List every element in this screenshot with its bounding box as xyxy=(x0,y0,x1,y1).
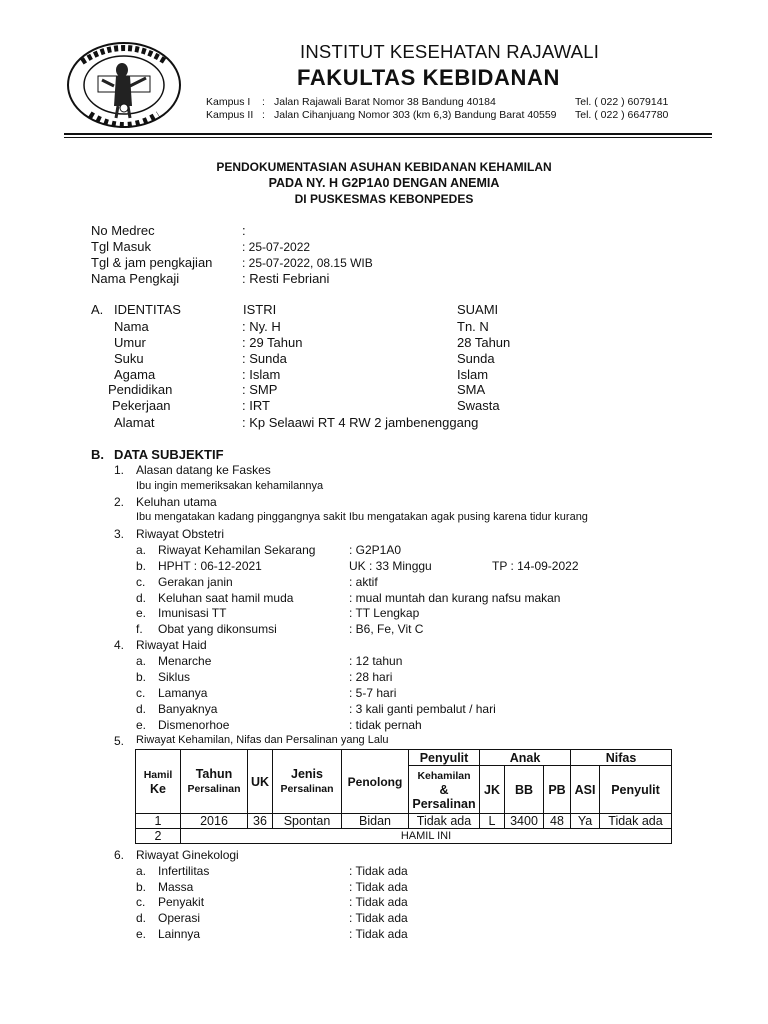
sub-value: : Tidak ada xyxy=(349,911,408,925)
header-tahun-sub: Persalinan xyxy=(187,783,241,795)
header-divider xyxy=(64,133,712,135)
column-suami: SUAMI xyxy=(457,302,499,317)
sub-label: Gerakan janin xyxy=(158,575,233,589)
identity-istri: : IRT xyxy=(242,398,270,413)
sub-value: : 12 tahun xyxy=(349,654,403,668)
sub-value: : 5-7 hari xyxy=(349,686,397,700)
doc-title-line1: PENDOKUMENTASIAN ASUHAN KEBIDANAN KEHAMILAN xyxy=(216,160,552,174)
cell-ke: 2 xyxy=(136,829,181,844)
identity-istri: : Islam xyxy=(242,367,281,382)
item-number: 3. xyxy=(114,527,125,541)
sub-value: : 3 kali ganti pembalut / hari xyxy=(349,702,496,716)
sub-letter: e. xyxy=(136,606,147,620)
sub-letter: f. xyxy=(136,622,143,636)
section-b-heading: DATA SUBJEKTIF xyxy=(114,447,224,462)
header-asi: ASI xyxy=(571,766,600,814)
sub-letter: c. xyxy=(136,575,146,589)
sub-letter: e. xyxy=(136,718,147,732)
header-penyulit-persalinan: Persalinan xyxy=(412,797,476,811)
sub-value: : Tidak ada xyxy=(349,864,408,878)
campus2-address: Jalan Cihanjuang Nomor 303 (km 6,3) Bandung Barat 40559 xyxy=(274,109,557,121)
campus1-separator: : xyxy=(262,96,265,108)
item-number: 4. xyxy=(114,638,125,652)
sub-letter: d. xyxy=(136,591,147,605)
identity-suami: Islam xyxy=(457,367,489,382)
sub-letter: c. xyxy=(136,686,146,700)
campus2-phone: Tel. ( 022 ) 6647780 xyxy=(575,109,669,121)
identity-suami: Swasta xyxy=(457,398,500,413)
doc-title-line2: PADA NY. H G2P1A0 DENGAN ANEMIA xyxy=(268,176,500,190)
header-penyulit: Penyulit xyxy=(409,750,480,766)
institution-logo xyxy=(60,40,192,130)
identity-suami: Sunda xyxy=(457,351,495,366)
cell-uk: 36 xyxy=(248,814,273,829)
identity-label: Agama xyxy=(114,367,156,382)
sub-label: Lainnya xyxy=(158,927,201,941)
item-heading: Keluhan utama xyxy=(136,495,217,509)
sub-letter: e. xyxy=(136,927,147,941)
column-istri: ISTRI xyxy=(243,302,277,317)
identity-suami: Tn. N xyxy=(457,319,489,334)
sub-value: UK : 33 Minggu xyxy=(349,559,432,573)
header-penolong xyxy=(342,750,409,814)
header-tahun xyxy=(181,750,248,814)
sub-label: Keluhan saat hamil muda xyxy=(158,591,294,605)
meta-value: : xyxy=(242,223,246,238)
sub-label: Infertilitas xyxy=(158,864,210,878)
item-heading: Riwayat Kehamilan, Nifas dan Persalinan yang Lalu xyxy=(136,734,389,746)
sub-label: Operasi xyxy=(158,911,201,925)
header-pb: PB xyxy=(544,766,571,814)
header-nifas: Nifas xyxy=(571,750,672,766)
sub-label: Massa xyxy=(158,880,194,894)
cell-tahun: 2016 xyxy=(181,814,248,829)
header-nifas-penyulit: Penyulit xyxy=(600,766,672,814)
cell-nifas-penyulit: Tidak ada xyxy=(600,814,672,829)
item-text: Ibu mengatakan kadang pinggangnya sakit Ibu mengatakan agak pusing karena tidur kurang xyxy=(136,511,588,523)
institution-name: INSTITUT KESEHATAN RAJAWALI xyxy=(300,41,600,62)
item-heading: Riwayat Obstetri xyxy=(136,527,225,541)
sub-label: Imunisasi TT xyxy=(158,606,227,620)
item-number: 5. xyxy=(114,734,125,748)
sub-letter: a. xyxy=(136,543,147,557)
meta-label: No Medrec xyxy=(91,223,155,238)
identity-label: Suku xyxy=(114,351,144,366)
sub-label: Lamanya xyxy=(158,686,208,700)
header-jenis-sub: Persalinan xyxy=(280,783,334,795)
item-text: Ibu ingin memeriksakan kehamilannya xyxy=(136,480,324,492)
campus1-address: Jalan Rajawali Barat Nomor 38 Bandung 40184 xyxy=(274,96,496,108)
header-divider-thin xyxy=(64,137,712,138)
sub-label: Siklus xyxy=(158,670,191,684)
sub-label: HPHT : 06-12-2021 xyxy=(158,559,262,573)
cell-penolong: Bidan xyxy=(342,814,409,829)
sub-value: : tidak pernah xyxy=(349,718,422,732)
section-a-heading: IDENTITAS xyxy=(114,302,181,317)
header-ke: Ke xyxy=(150,782,166,796)
meta-value: : Resti Febriani xyxy=(242,271,330,286)
section-a-marker: A. xyxy=(91,302,104,317)
cell-penyulit: Tidak ada xyxy=(409,814,480,829)
sub-letter: b. xyxy=(136,559,147,573)
header-penyulit-sub xyxy=(409,766,480,814)
table-row xyxy=(136,814,672,829)
identity-label: Pendidikan xyxy=(108,382,173,397)
sub-value: : B6, Fe, Vit C xyxy=(349,622,424,636)
campus2-separator: : xyxy=(262,109,265,121)
identity-suami: SMA xyxy=(457,382,486,397)
item-number: 6. xyxy=(114,848,125,862)
cell-jk: L xyxy=(480,814,505,829)
sub-value: : Tidak ada xyxy=(349,880,408,894)
header-uk: UK xyxy=(248,750,273,814)
item-heading: Alasan datang ke Faskes xyxy=(136,463,271,477)
sub-value: : 28 hari xyxy=(349,670,393,684)
identity-label: Pekerjaan xyxy=(112,398,171,413)
header-hamil-ke xyxy=(136,750,181,814)
header-penolong-label: Penolong xyxy=(347,774,403,789)
identity-istri: : SMP xyxy=(242,382,278,397)
cell-asi: Ya xyxy=(571,814,600,829)
identity-istri: : Sunda xyxy=(242,351,287,366)
sub-value: : aktif xyxy=(349,575,378,589)
meta-value: : 25-07-2022, 08.15 WIB xyxy=(242,256,373,270)
identity-suami: 28 Tahun xyxy=(457,335,511,350)
cell-jenis: Spontan xyxy=(273,814,342,829)
sub-letter: a. xyxy=(136,654,147,668)
header-bb: BB xyxy=(505,766,544,814)
sub-value: : TT Lengkap xyxy=(349,606,420,620)
header-jk: JK xyxy=(480,766,505,814)
sub-letter: a. xyxy=(136,864,147,878)
meta-label: Tgl & jam pengkajian xyxy=(91,255,213,270)
cell-ke: 1 xyxy=(136,814,181,829)
header-jenis xyxy=(273,750,342,814)
header-hamil: Hamil xyxy=(143,769,173,781)
identity-label: Alamat xyxy=(114,415,155,430)
cell-current-pregnancy: HAMIL INI xyxy=(181,829,672,844)
cell-bb: 3400 xyxy=(505,814,544,829)
sub-letter: c. xyxy=(136,895,146,909)
sub-letter: d. xyxy=(136,911,147,925)
section-b-marker: B. xyxy=(91,447,104,462)
header-penyulit-kehamilan: Kehamilan xyxy=(417,770,471,782)
item-number: 1. xyxy=(114,463,125,477)
sub-value: : mual muntah dan kurang nafsu makan xyxy=(349,591,561,605)
header-penyulit-and: & xyxy=(439,783,449,797)
sub-letter: b. xyxy=(136,670,147,684)
table-row xyxy=(136,829,672,844)
cell-pb: 48 xyxy=(544,814,571,829)
sub-value: : Tidak ada xyxy=(349,895,408,909)
sub-label: Menarche xyxy=(158,654,212,668)
sub-value: : G2P1A0 xyxy=(349,543,402,557)
item-heading: Riwayat Haid xyxy=(136,638,207,652)
meta-value: : 25-07-2022 xyxy=(242,240,311,254)
sub-label: Obat yang dikonsumsi xyxy=(158,622,277,636)
sub-label: Riwayat Kehamilan Sekarang xyxy=(158,543,316,557)
campus1-phone: Tel. ( 022 ) 6079141 xyxy=(575,96,669,108)
sub-extra-value: TP : 14-09-2022 xyxy=(492,559,579,573)
campus2-label: Kampus II xyxy=(206,109,254,121)
obstetric-history-table xyxy=(135,749,672,844)
item-number: 2. xyxy=(114,495,125,509)
faculty-name: FAKULTAS KEBIDANAN xyxy=(297,65,560,90)
identity-istri: : 29 Tahun xyxy=(242,335,303,350)
sub-value: : Tidak ada xyxy=(349,927,408,941)
sub-label: Penyakit xyxy=(158,895,205,909)
sub-label: Banyaknya xyxy=(158,702,218,716)
identity-label: Nama xyxy=(114,319,149,334)
doc-title-line3: DI PUSKESMAS KEBONPEDES xyxy=(294,192,474,206)
identity-istri: : Kp Selaawi RT 4 RW 2 jambenenggang xyxy=(242,415,479,430)
meta-label: Tgl Masuk xyxy=(91,239,151,254)
header-anak: Anak xyxy=(480,750,571,766)
header-jenis-label: Jenis xyxy=(291,767,323,781)
item-heading: Riwayat Ginekologi xyxy=(136,848,239,862)
sub-letter: d. xyxy=(136,702,147,716)
sub-letter: b. xyxy=(136,880,147,894)
identity-label: Umur xyxy=(114,335,146,350)
meta-label: Nama Pengkaji xyxy=(91,271,180,286)
header-tahun-label: Tahun xyxy=(195,767,233,781)
identity-istri: : Ny. H xyxy=(242,319,281,334)
campus1-label: Kampus I xyxy=(206,96,251,108)
sub-label: Dismenorhoe xyxy=(158,718,230,732)
